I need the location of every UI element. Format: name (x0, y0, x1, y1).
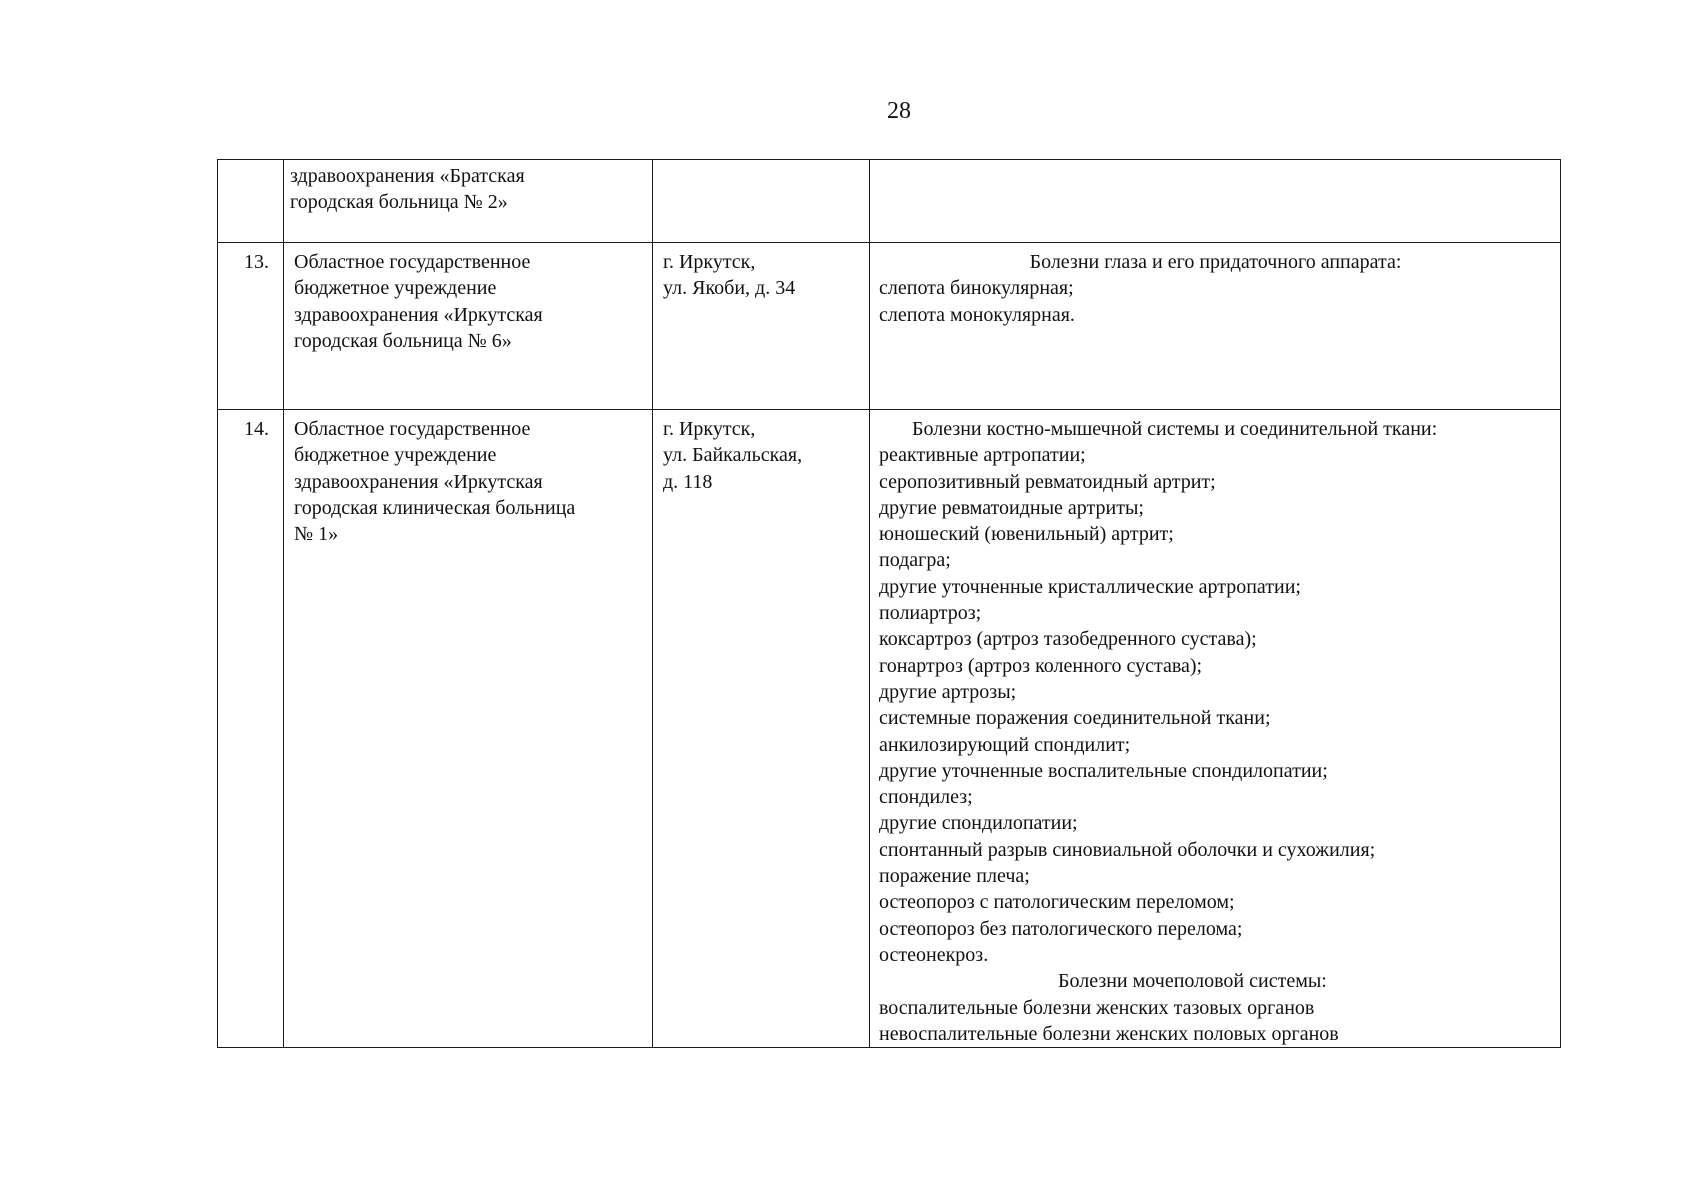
disease-item: спонтанный разрыв синовиальной оболочки и сухожилия; (879, 838, 1376, 861)
organization-line: бюджетное учреждение (294, 277, 497, 300)
organization-line: № 1» (294, 523, 339, 546)
disease-item: другие уточненные кристаллические артропатии; (879, 575, 1301, 598)
organization-line: городская больница № 2» (290, 191, 508, 214)
medical-institutions-table (217, 159, 1561, 1048)
disease-item: воспалительные болезни женских тазовых органов (879, 996, 1315, 1019)
disease-item: серопозитивный ревматоидный артрит; (879, 470, 1216, 493)
disease-item: спондилез; (879, 786, 973, 809)
disease-item: остеопороз с патологическим переломом; (879, 891, 1235, 914)
address-line: г. Иркутск, (663, 251, 756, 273)
disease-item: невоспалительные болезни женских половых органов (879, 1022, 1339, 1045)
address-line: ул. Якоби, д. 34 (663, 277, 796, 300)
disease-item: другие уточненные воспалительные спондилопатии; (879, 759, 1328, 782)
disease-category-heading: Болезни мочеполовой системы: (1058, 970, 1327, 993)
organization-line: здравоохранения «Братская (290, 165, 525, 187)
organization-cell (284, 410, 653, 1048)
row-number-cell (218, 410, 284, 1048)
organization-line: городская клиническая больница (294, 496, 576, 519)
row-number: 14. (244, 418, 269, 440)
disease-category-heading: Болезни глаза и его придаточного аппарата: (1029, 251, 1402, 273)
table-row-continuation (218, 160, 1561, 243)
address-line: г. Иркутск, (663, 418, 756, 440)
disease-item: слепота монокулярная. (879, 303, 1075, 326)
disease-item: анкилозирующий спондилит; (879, 733, 1131, 756)
disease-item: другие артрозы; (879, 680, 1017, 703)
disease-item: юношеский (ювенильный) артрит; (879, 523, 1174, 546)
diseases-cell (870, 160, 1561, 243)
disease-item: остеопороз без патологического перелома; (879, 917, 1243, 940)
address-cell (653, 160, 870, 243)
disease-item: остеонекроз. (879, 943, 989, 966)
organization-line: здравоохранения «Иркутская (294, 303, 543, 326)
organization-cell (284, 160, 653, 243)
diseases-cell (870, 243, 1561, 410)
disease-item: другие спондилопатии; (879, 812, 1078, 835)
disease-item: системные поражения соединительной ткани; (879, 707, 1271, 730)
address-line: д. 118 (663, 470, 713, 493)
page-number: 28 (887, 98, 911, 124)
disease-item: другие ревматоидные артриты; (879, 496, 1144, 519)
row-number: 13. (244, 251, 269, 273)
disease-item: слепота бинокулярная; (879, 277, 1074, 300)
organization-cell (284, 243, 653, 410)
address-cell (653, 410, 870, 1048)
disease-item: коксартроз (артроз тазобедренного сустава); (879, 628, 1257, 651)
disease-item: подагра; (879, 549, 951, 572)
disease-item: полиартроз; (879, 602, 982, 625)
row-number-cell (218, 160, 284, 243)
table-row (218, 410, 1561, 1048)
disease-category-heading: Болезни костно-мышечной системы и соединительной ткани: (912, 418, 1438, 440)
address-line: ул. Байкальская, (663, 444, 803, 467)
table-row (218, 243, 1561, 410)
disease-item: гонартроз (артроз коленного сустава); (879, 654, 1203, 677)
diseases-cell (870, 410, 1561, 1048)
organization-line: Областное государственное (294, 418, 531, 440)
row-number-cell (218, 243, 284, 410)
organization-line: Областное государственное (294, 251, 531, 273)
disease-item: реактивные артропатии; (879, 444, 1086, 467)
organization-line: бюджетное учреждение (294, 444, 497, 467)
disease-item: поражение плеча; (879, 865, 1030, 888)
address-cell (653, 243, 870, 410)
organization-line: здравоохранения «Иркутская (294, 470, 543, 493)
organization-line: городская больница № 6» (294, 329, 512, 352)
